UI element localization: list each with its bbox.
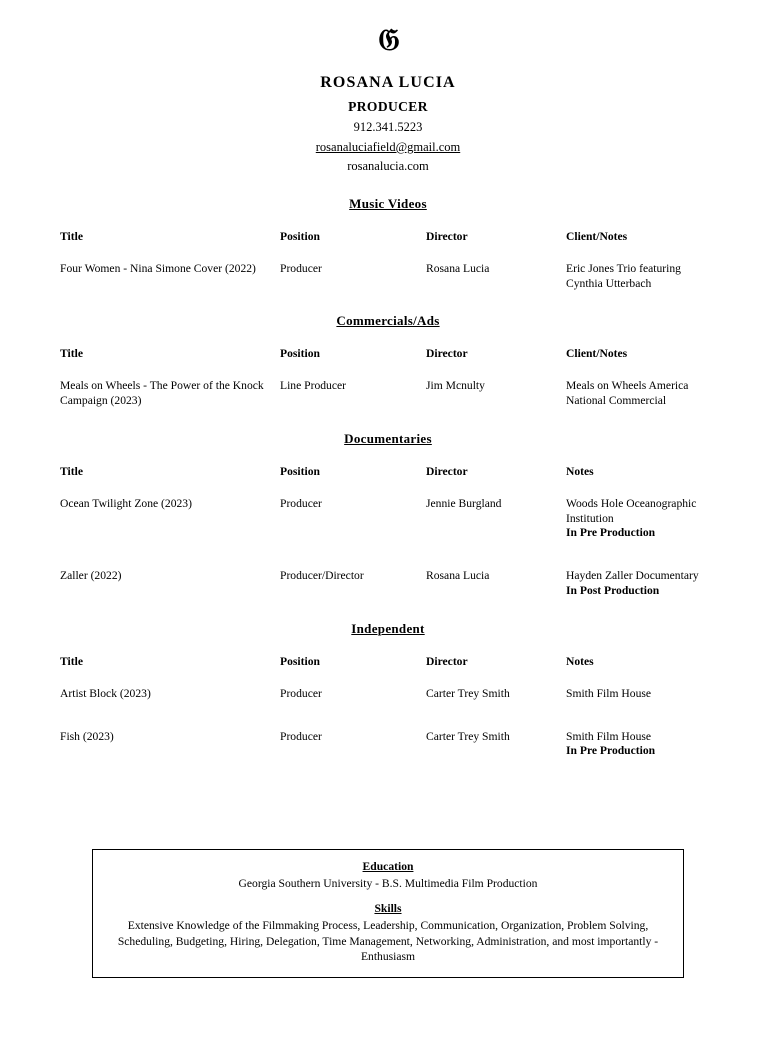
column-header-title: Title xyxy=(60,347,83,361)
column-header-director: Director xyxy=(426,464,468,478)
row-title: Zaller (2022) xyxy=(60,569,122,583)
education-text: Georgia Southern University - B.S. Multimedia Film Production xyxy=(238,877,538,890)
section-heading: Commercials/Ads xyxy=(336,313,440,329)
row-notes-text: Hayden Zaller Documentary xyxy=(566,569,699,583)
section-music-videos xyxy=(0,196,776,291)
resume-page xyxy=(0,23,776,1050)
row-notes xyxy=(566,730,716,760)
row-notes xyxy=(566,569,716,599)
spacer-row xyxy=(60,541,716,569)
row-title: Artist Block (2023) xyxy=(60,686,151,700)
spacer-row xyxy=(60,702,716,730)
credits-table xyxy=(60,212,716,291)
row-position: Producer xyxy=(280,496,322,510)
column-header-position: Position xyxy=(280,230,320,243)
row-notes-text: Eric Jones Trio featuring Cynthia Utterbach xyxy=(566,261,681,290)
table-header-row xyxy=(60,637,716,670)
column-header-director: Director xyxy=(426,654,468,668)
section-heading: Independent xyxy=(351,620,425,636)
row-title: Four Women - Nina Simone Cover (2022) xyxy=(60,261,256,275)
row-title: Ocean Twilight Zone (2023) xyxy=(60,496,192,510)
row-notes xyxy=(566,497,716,541)
spacer-row xyxy=(60,362,716,379)
skills-text: Extensive Knowledge of the Filmmaking Process, Leadership, Communication, Organization, Problem Solving, Scheduling, Budgeting, Hiring, Delegation, Time Management, Networking, Administration, and most importantly - Enthusiasm xyxy=(117,919,659,964)
table-row xyxy=(60,379,716,409)
row-director: Carter Trey Smith xyxy=(426,686,510,700)
email-link[interactable] xyxy=(0,140,776,155)
row-notes xyxy=(566,687,716,702)
column-header-position: Position xyxy=(280,347,320,361)
section-heading: Documentaries xyxy=(344,430,432,446)
section-independent xyxy=(0,621,776,759)
credits-table xyxy=(60,637,716,759)
credits-table xyxy=(60,329,716,408)
column-header-position: Position xyxy=(280,464,320,478)
row-notes xyxy=(566,262,716,292)
page-title: ROSANA LUCIA xyxy=(320,74,456,91)
job-role: PRODUCER xyxy=(348,99,428,114)
row-notes-text: Smith Film House xyxy=(566,729,652,743)
section-heading: Music Videos xyxy=(349,196,427,211)
column-header-notes: Notes xyxy=(566,464,594,478)
column-header-director: Director xyxy=(426,347,468,361)
column-header-notes: Client/Notes xyxy=(566,347,628,361)
column-header-position: Position xyxy=(280,654,320,668)
section-commercials-ads xyxy=(0,313,776,408)
row-status: In Pre Production xyxy=(566,744,656,758)
column-header-notes: Notes xyxy=(566,654,594,668)
website-text: rosanalucia.com xyxy=(347,159,429,173)
row-director: Rosana Lucia xyxy=(426,261,490,275)
row-position: Producer xyxy=(280,729,322,743)
row-status: In Pre Production xyxy=(566,526,656,540)
table-row xyxy=(60,262,716,292)
section-documentaries xyxy=(0,431,776,599)
row-director: Jim Mcnulty xyxy=(426,379,485,393)
spacer-row xyxy=(60,480,716,497)
education-heading: Education xyxy=(362,860,414,873)
row-status: In Post Production xyxy=(566,584,660,598)
row-position: Line Producer xyxy=(280,379,346,393)
email-text: rosanaluciafield@gmail.com xyxy=(315,140,461,154)
row-notes xyxy=(566,379,716,409)
education-skills-box xyxy=(92,849,684,978)
row-director: Jennie Burgland xyxy=(426,496,502,510)
column-header-title: Title xyxy=(60,230,83,243)
phone-number: 912.341.5223 xyxy=(353,120,423,134)
column-header-director: Director xyxy=(426,230,468,243)
row-position: Producer xyxy=(280,261,322,275)
row-notes-text: Woods Hole Oceanographic Institution xyxy=(566,496,697,525)
credits-table xyxy=(60,447,716,599)
skills-heading: Skills xyxy=(374,902,402,916)
row-title: Meals on Wheels - The Power of the Knock Campaign (2023) xyxy=(60,379,264,408)
table-header-row xyxy=(60,447,716,480)
row-director: Rosana Lucia xyxy=(426,569,490,583)
column-header-notes: Client/Notes xyxy=(566,230,628,243)
spacer-row xyxy=(60,245,716,262)
row-notes-text: Meals on Wheels America National Commercial xyxy=(566,379,689,408)
table-header-row xyxy=(60,329,716,362)
table-row xyxy=(60,497,716,541)
row-position: Producer xyxy=(280,686,322,700)
row-title: Fish (2023) xyxy=(60,729,114,743)
row-position: Producer/Director xyxy=(280,569,364,583)
table-row xyxy=(60,569,716,599)
table-row xyxy=(60,687,716,702)
row-notes-text: Smith Film House xyxy=(566,686,652,700)
table-row xyxy=(60,730,716,760)
row-director: Carter Trey Smith xyxy=(426,729,510,743)
column-header-title: Title xyxy=(60,464,83,478)
spacer-row xyxy=(60,670,716,687)
monogram-logo: 𝔊 xyxy=(378,23,398,58)
table-header-row xyxy=(60,212,716,245)
column-header-title: Title xyxy=(60,654,83,668)
